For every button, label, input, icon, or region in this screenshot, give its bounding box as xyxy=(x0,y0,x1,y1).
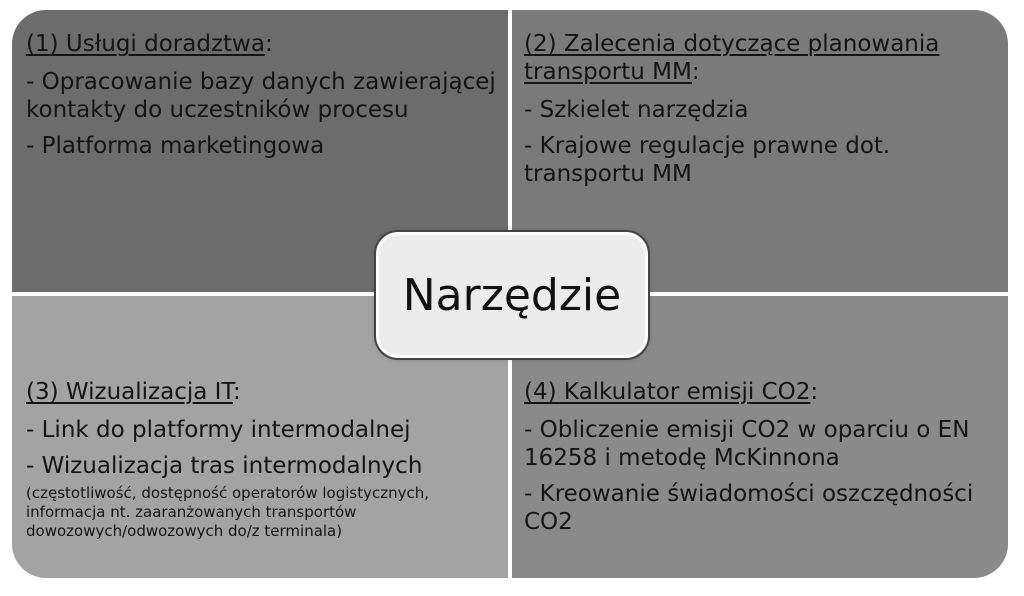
list-item: - Obliczenie emisji CO2 w oparciu o EN 16258 i metodę McKinnona xyxy=(524,417,970,471)
list-item: - Platforma marketingowa xyxy=(26,133,325,159)
list-item: - Wizualizacja tras intermodalnych xyxy=(26,453,423,479)
quadrant-title: (4) Kalkulator emisji CO2: xyxy=(524,379,819,405)
list-item: - Szkielet narzędzia xyxy=(524,97,749,123)
quadrant-title: (3) Wizualizacja IT: xyxy=(26,379,241,405)
list-item: - Kreowanie świadomości oszczędności CO2 xyxy=(524,481,974,535)
quadrant-title: (1) Usługi doradztwa: xyxy=(26,31,273,57)
quadrant-title: (2) Zalecenia dotyczące planowania transportu MM: xyxy=(524,31,940,85)
footnote: (częstotliwość, dostępność operatorów logistycznych, informacja nt. zaaranżowanych transportów dowozowych/odwozowych do/z terminala) xyxy=(26,484,430,540)
list-item: - Krajowe regulacje prawne dot. transportu MM xyxy=(524,133,891,187)
center-tool-box: Narzędzie xyxy=(376,232,648,358)
list-item: - Opracowanie bazy danych zawierającej kontakty do uczestników procesu xyxy=(26,69,496,123)
list-item: - Link do platformy intermodalnej xyxy=(26,417,411,443)
